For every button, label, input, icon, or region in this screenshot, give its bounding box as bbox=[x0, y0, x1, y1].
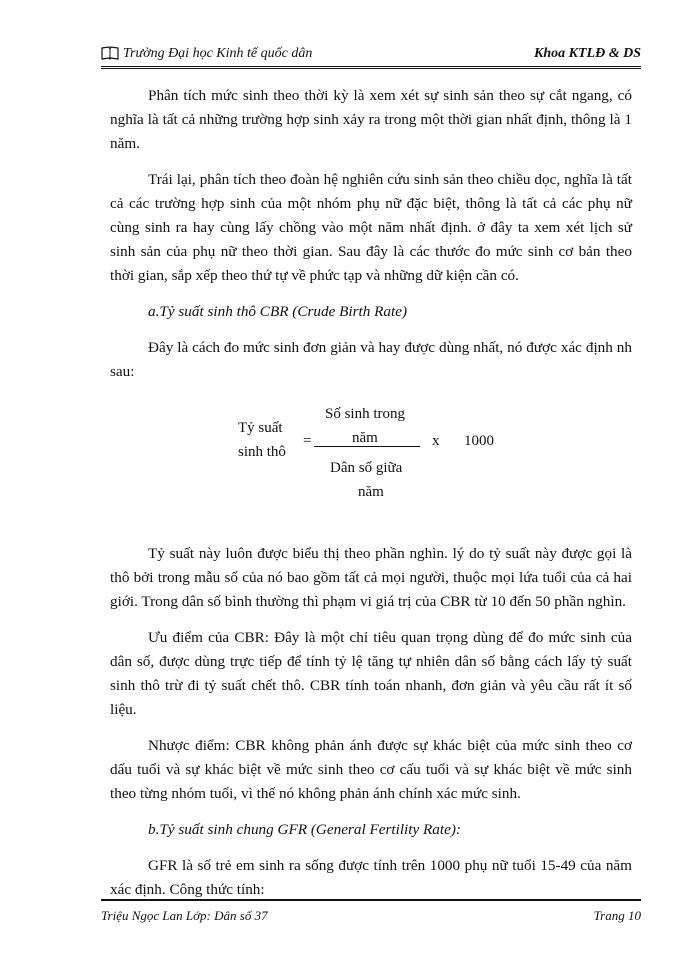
page-header bbox=[101, 44, 641, 66]
formula-equals: = bbox=[303, 433, 312, 449]
paragraph-cbr-disadvantages: Nhược điểm: CBR không phản ánh được sự khác biệt của mức sinh theo cơ dấu tuổi và sự khác biệt về mức sinh theo cơ cấu tuổi và sự khác biệt về mức sinh theo từng nhóm tuổi, vì thế nó không phản ánh chính xác mức sinh. bbox=[110, 737, 632, 802]
formula-denominator-line2: năm bbox=[358, 484, 384, 500]
formula-lhs-line1: Tỷ suất bbox=[238, 420, 283, 436]
footer-page-number: Trang 10 bbox=[593, 908, 641, 923]
footer-author: Triệu Ngọc Lan Lớp: Dân số 37 bbox=[101, 908, 268, 923]
header-rule bbox=[101, 66, 641, 69]
paragraph-cbr-per-thousand: Tỷ suất này luôn được biểu thị theo phần nghìn. lý do tỷ suất này được gọi là thô bởi trong mẫu số của nó bao gồm tất cả mọi người, thuộc mọi lứa tuổi của cả hai giới. Trong dân số bình thường thì phạm vi giá trị của CBR từ 10 đến 50 phần nghìn. bbox=[110, 545, 632, 610]
header-faculty: Khoa KTLĐ & DS bbox=[534, 46, 641, 61]
page-footer bbox=[101, 906, 641, 928]
page-content bbox=[110, 84, 632, 914]
formula-constant: 1000 bbox=[464, 433, 494, 449]
paragraph-cbr-intro: Đây là cách đo mức sinh đơn giản và hay được dùng nhất, nó được xác định nh sau: bbox=[110, 339, 632, 380]
paragraph-cbr-advantages: Ưu điểm của CBR: Đây là một chỉ tiêu quan trọng dùng để đo mức sinh của dân số, được dùng trực tiếp để tính tỷ lệ tăng tự nhiên dân số bằng cách lấy tỷ suất sinh thô trừ đi tỷ suất chết thô. CBR tính toán nhanh, đơn giản và yêu cầu rất ít số liệu. bbox=[110, 629, 632, 718]
formula-numerator-line2: năm bbox=[352, 430, 378, 446]
header-university: Trường Đại học Kinh tế quốc dân bbox=[123, 46, 313, 61]
heading-gfr: b.Tỷ suất sinh chung GFR (General Fertility Rate): bbox=[148, 821, 461, 838]
paragraph-period-analysis: Phân tích mức sinh theo thời kỳ là xem xét sự sinh sản theo sự cắt ngang, có nghĩa là tất cả những trường hợp sinh xảy ra trong một thời gian nhất định, thông là 1 năm. bbox=[110, 87, 632, 152]
formula-denominator-line1: Dân số giữa bbox=[330, 460, 403, 476]
fraction-bar bbox=[314, 446, 420, 447]
cbr-formula bbox=[110, 396, 632, 522]
heading-cbr: a.Tỷ suất sinh thô CBR (Crude Birth Rate) bbox=[148, 303, 408, 320]
paragraph-cohort-analysis: Trái lại, phân tích theo đoàn hệ nghiên cứu sinh sản theo chiều dọc, nghĩa là tất cả các trường hợp sinh của một nhóm phụ nữ đặc biệt, thông là tất cả các phụ nữ cùng sinh ra hay cùng lấy chồng vào một năm nhất định. ở đây ta xem xét lịch sử sinh sản của phụ nữ theo thời gian. Sau đây là các thước đo mức sinh cơ bản theo thời gian, sắp xếp theo thứ tự về phức tạp và những dữ kiện cần có. bbox=[110, 171, 632, 284]
formula-times: x bbox=[432, 433, 440, 449]
footer-rule bbox=[101, 899, 641, 901]
formula-numerator-line1: Số sinh trong bbox=[325, 406, 406, 422]
formula-lhs-line2: sinh thô bbox=[238, 444, 286, 460]
paragraph-gfr-intro: GFR là số trẻ em sinh ra sống được tính trên 1000 phụ nữ tuổi 15-49 của năm xác định. Công thức tính: bbox=[110, 857, 632, 898]
book-icon bbox=[101, 46, 119, 60]
